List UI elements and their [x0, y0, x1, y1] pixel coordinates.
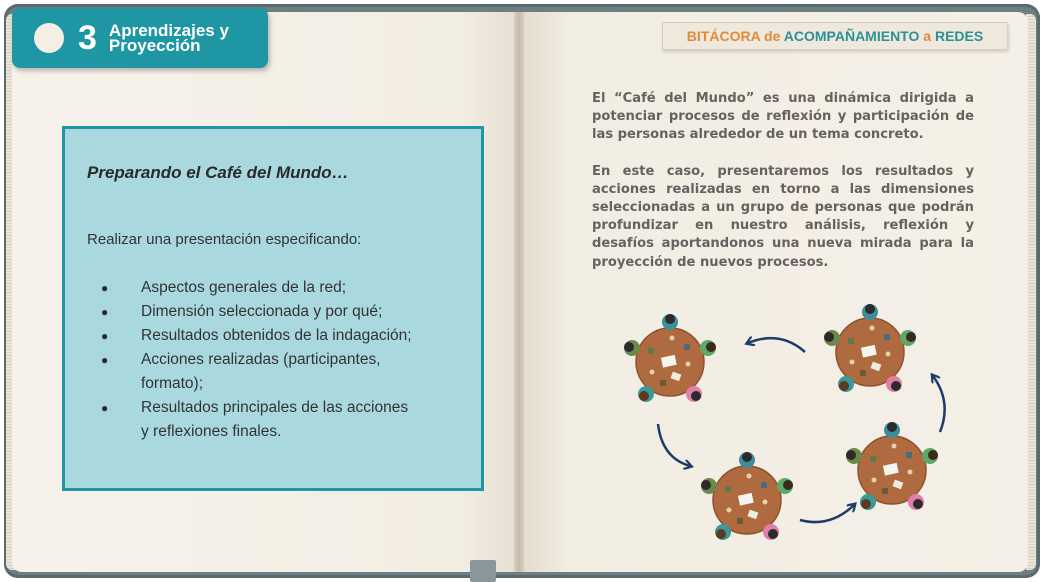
header-part-bitacora: BITÁCORA [686, 28, 761, 44]
list-item: ● Aspectos generales de la red; [87, 276, 459, 300]
cafe-table-4 [846, 422, 938, 510]
list-item: ● Acciones realizadas (participantes, formato); [87, 348, 459, 396]
description-paragraph-1: El “Café del Mundo” es una dinámica dirigida a potenciar procesos de reflexión y participación de las personas alrededor de un tema concreto. [592, 91, 974, 143]
cafe-table-1 [624, 314, 716, 402]
rotation-arrow-2 [658, 424, 690, 466]
header-part-acompanamiento: ACOMPAÑAMIENTO [783, 28, 920, 44]
description-paragraph-2: En este caso, presentaremos los resultados y acciones realizadas en torno a las dimensiones seleccionadas a un grupo de personas que podrán profundizar en nuestro análisis, reflexión y desafíos aportandonos una nueva mirada para la proyección de nuevos procesos. [592, 163, 974, 270]
preparation-title: Preparando el Café del Mundo… [87, 163, 349, 182]
header-part-redes: REDES [934, 28, 984, 44]
chapter-title-line2: Proyección [108, 36, 201, 55]
cafe-table-2 [824, 304, 916, 392]
chapter-number: 3 [78, 19, 97, 57]
preparation-intro: Realizar una presentación especificando: [87, 231, 362, 248]
header-part-a: a [919, 28, 935, 44]
rotation-arrow-4 [933, 376, 945, 432]
header-part-de: de [760, 28, 784, 44]
rotation-arrow-1 [748, 338, 805, 352]
cafe-table-3 [701, 452, 793, 540]
list-item: ● Dimensión seleccionada y por qué; [87, 300, 459, 324]
rotation-arrow-3 [800, 505, 854, 522]
list-item: ● Resultados obtenidos de la indagación; [87, 324, 459, 348]
chapter-title-line1: Aprendizajes y [108, 21, 229, 40]
list-item: ● Resultados principales de las acciones y reflexiones finales. [87, 396, 459, 444]
